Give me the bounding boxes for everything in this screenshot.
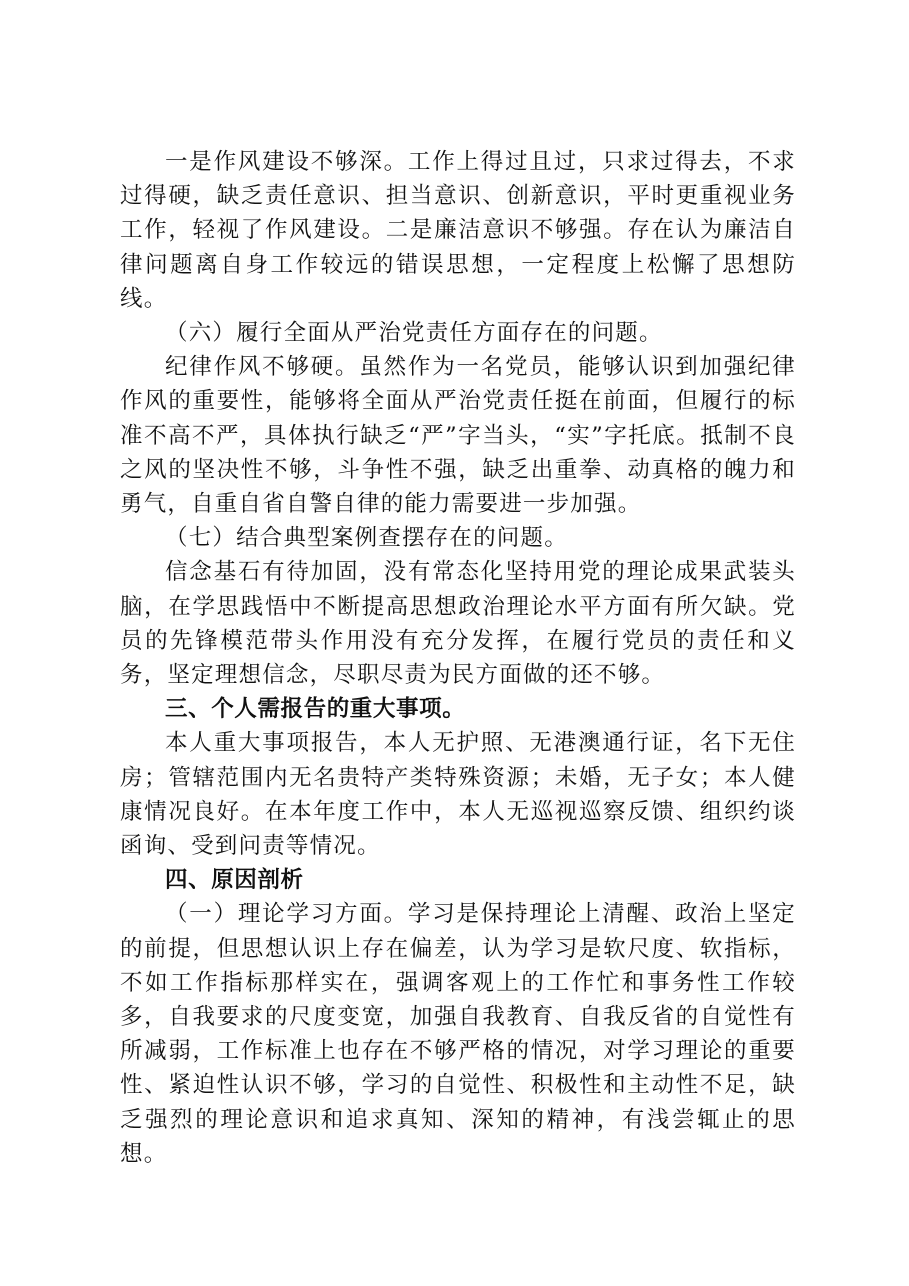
- paragraph-discipline: 纪律作风不够硬。虽然作为一名党员，能够认识到加强纪律作风的重要性，能够将全面从严治党责任挺在前面，但履行的标准不高不严，具体执行缺乏“严”字当头，“实”字托底。抵制不良之风的坚决性不够，斗争性不强，缺乏出重拳、动真格的魄力和勇气，自重自省自警自律的能力需要进一步加强。: [120, 354, 796, 518]
- paragraph-work-style: 一是作风建设不够深。工作上得过且过，只求过得去，不求过得硬，缺乏责任意识、担当意识、创新意识，平时更重视业务工作，轻视了作风建设。二是廉洁意识不够强。存在认为廉洁自律问题离自身工作较远的错误思想，一定程度上松懈了思想防线。: [120, 149, 796, 312]
- section-heading-four: 四、原因剖析: [165, 867, 304, 894]
- section-heading-three: 三、个人需报告的重大事项。: [165, 696, 466, 723]
- paragraph-theory-study: （一）理论学习方面。学习是保持理论上清醒、政治上坚定的前提，但思想认识上存在偏差，认为学习是软尺度、软指标，不如工作指标那样实在，强调客观上的工作忙和事务性工作较多，自我要求的尺度变宽，加强自我教育、自我反省的自觉性有所减弱，工作标准上也存在不够严格的情况，对学习理论的重要性、紧迫性认识不够，学习的自觉性、积极性和主动性不足，缺乏强烈的理论意识和追求真知、深知的精神，有浅尝辄止的思想。: [120, 901, 796, 1167]
- document-page: [120, 145, 796, 1171]
- subheading-seven: （七）结合典型案例查摆存在的问题。: [165, 525, 568, 552]
- paragraph-belief: 信念基石有待加固，没有常态化坚持用党的理论成果武装头脑，在学思践悟中不断提高思想政治理论水平方面有所欠缺。党员的先锋模范带头作用没有充分发挥，在履行党员的责任和义务，坚定理想信念，尽职尽责为民方面做的还不够。: [120, 559, 796, 689]
- subheading-six: （六）履行全面从严治党责任方面存在的问题。: [165, 320, 663, 347]
- paragraph-major-matters: 本人重大事项报告，本人无护照、无港澳通行证，名下无住房；管辖范围内无名贵特产类特殊资源；未婚，无子女；本人健康情况良好。在本年度工作中，本人无巡视巡察反馈、组织约谈函询、受到问责等情况。: [120, 730, 796, 860]
